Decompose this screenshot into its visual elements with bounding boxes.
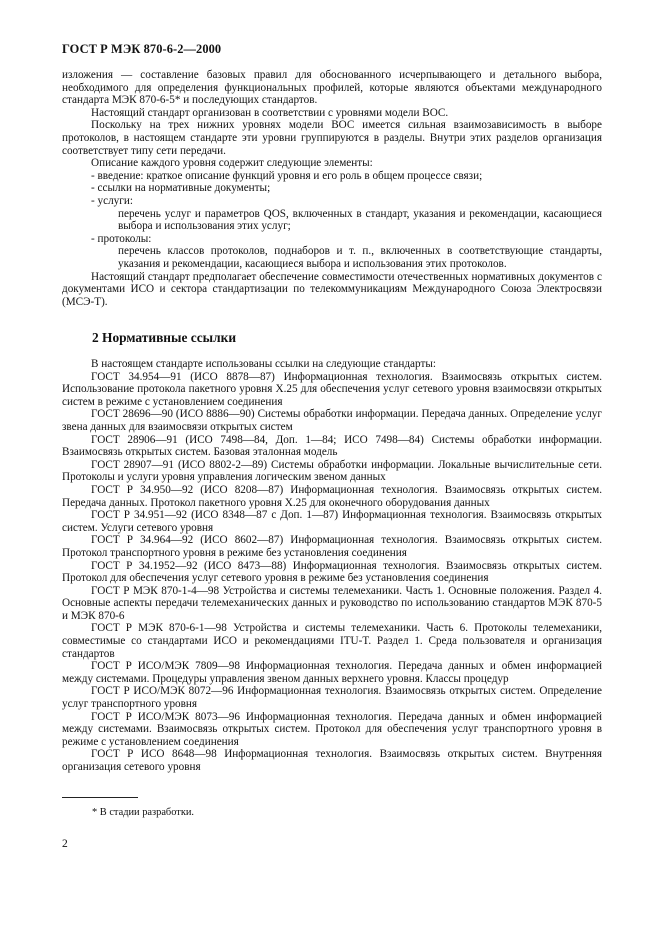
running-header: ГОСТ Р МЭК 870-6-2—2000 <box>62 42 222 56</box>
reference-item: ГОСТ 34.954—91 (ИСО 8878—87) Информационная технология. Взаимосвязь открытых систем. Использование протокола пакетного уровня Х.25 для обеспечения услуг сетевого уровня взаимосвязи открытых систем в режиме с установлением соединения <box>62 370 602 408</box>
reference-item: ГОСТ Р ИСО/МЭК 8073—96 Информационная технология. Передача данных и обмен информацией между системами. Взаимосвязь открытых систем. Протокол для обеспечения услуг транспортного уровня в режиме с установлением соединения <box>62 710 602 748</box>
intro-paragraph: перечень классов протоколов, поднаборов и т. п., включенных в соответствующие стандарты, указания и рекомендации, касающиеся выбора и использования этих протоколов. <box>118 245 602 270</box>
reference-item: ГОСТ Р 34.950—92 (ИСО 8208—87) Информационная технология. Взаимосвязь открытых систем. Передача данных. Протокол пакетного уровня Х.25 для оконечного оборудования данных <box>62 483 602 509</box>
reference-item: ГОСТ 28907—91 (ИСО 8802-2—89) Системы обработки информации. Локальные вычислительные сети. Протоколы и услуги уровня управления логическим звеном данных <box>62 458 602 484</box>
intro-paragraph: Настоящий стандарт организован в соответствии с уровнями модели ВОС. <box>91 106 449 119</box>
intro-paragraph: - протоколы: <box>91 232 152 245</box>
reference-item: ГОСТ Р МЭК 870-1-4—98 Устройства и системы телемеханики. Часть 1. Основные положения. Раздел 4. Основные аспекты передачи телемеханических данных и руководство по использованию стандартов МЭК 870-5 и МЭК 870-6 <box>62 584 602 622</box>
reference-item: ГОСТ Р 34.951—92 (ИСО 8348—87 с Доп. 1—87) Информационная технология. Взаимосвязь открытых систем. Услуги сетевого уровня <box>62 509 602 534</box>
reference-item: ГОСТ Р ИСО/МЭК 7809—98 Информационная технология. Передача данных и обмен информацией между системами. Процедуры управления звеном данных верхнего уровня. Классы процедур <box>62 660 602 685</box>
intro-paragraph: - введение: краткое описание функций уровня и его роль в общем процессе связи; <box>91 169 483 182</box>
intro-paragraph: - услуги: <box>91 194 133 207</box>
section-title: 2 Нормативные ссылки <box>92 330 237 345</box>
intro-paragraph: - ссылки на нормативные документы; <box>91 182 271 195</box>
intro-paragraph: Поскольку на трех нижних уровнях модели ВОС имеется сильная взаимозависимость в выборе протоколов, в настоящем стандарте эти уровни группируются в разделы. Внутри этих разделов организация соответствует типу сети передачи. <box>62 119 602 157</box>
references-intro: В настоящем стандарте использованы ссылки на следующие стандарты: <box>91 358 436 370</box>
reference-item: ГОСТ Р 34.1952—92 (ИСО 8473—88) Информационная технология. Взаимосвязь открытых систем. Протокол для обеспечения услуг сетевого уровня в режиме без установления соединения <box>62 559 602 585</box>
intro-paragraph: Настоящий стандарт предполагает обеспечение совместимости отечественных нормативных документов с документами ИСО и сектора стандартизации по телекоммуникациям Международного Союза Электросвязи (МСЭ-Т). <box>62 270 602 308</box>
reference-item: ГОСТ Р 34.964—92 (ИСО 8602—87) Информационная технология. Взаимосвязь открытых систем. Протокол транспортного уровня в режиме без установления соединения <box>62 534 602 559</box>
references-list <box>62 358 602 774</box>
footnote: * В стадии разработки. <box>92 807 195 818</box>
intro-paragraph: перечень услуг и параметров QOS, включенных в стандарт, указания и рекомендации, касающиеся выбора и использования этих услуг; <box>118 207 602 233</box>
reference-item: ГОСТ Р ИСО 8648—98 Информационная технология. Взаимосвязь открытых систем. Внутренняя организация сетевого уровня <box>62 748 602 773</box>
reference-item: ГОСТ 28696—90 (ИСО 8886—90) Системы обработки информации. Передача данных. Определение услуг звена данных для взаимосвязи открытых систем <box>62 408 602 433</box>
footnote-separator <box>62 797 138 798</box>
reference-item: ГОСТ Р ИСО/МЭК 8072—96 Информационная технология. Взаимосвязь открытых систем. Определение услуг транспортного уровня <box>62 685 602 711</box>
intro-paragraph: изложения — составление базовых правил для обоснованного исчерпывающего и детального выбора, необходимого для определения функциональных профилей, которые являются объектами международного стандарта МЭК 870-6-5* и последующих стандартов. <box>62 69 602 107</box>
page-number: 2 <box>62 838 68 850</box>
intro-paragraph: Описание каждого уровня содержит следующие элементы: <box>91 157 373 170</box>
intro-block <box>62 69 602 308</box>
reference-item: ГОСТ 28906—91 (ИСО 7498—84, Доп. 1—84; ИСО 7498—84) Системы обработки информации. Взаимосвязь открытых систем. Базовая эталонная модель <box>62 433 602 459</box>
reference-item: ГОСТ Р МЭК 870-6-1—98 Устройства и системы телемеханики. Часть 6. Протоколы телемеханики, совместимые со стандартами ИСО и рекомендациями ITU-T. Раздел 1. Среда пользователя и организация стандартов <box>62 622 602 660</box>
